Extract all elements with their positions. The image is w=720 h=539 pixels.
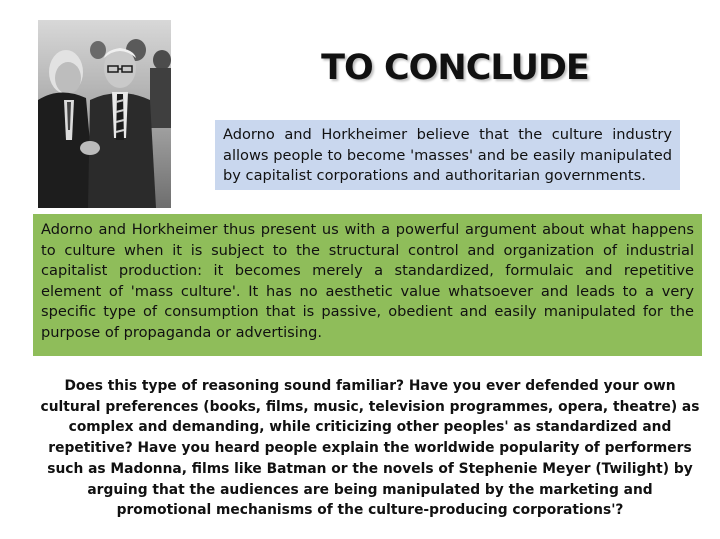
argument-text: Adorno and Horkheimer thus present us with a powerful argument about what happens to culture when it is subject to the structural control and organization of industrial capitalist production: it becomes merely a standardized, formulaic and repetitive element of 'mass culture'. It has no aesthetic value whatsoever and leads to a very specific type of consumption that is passive, obedient and easily manipulated for the purpose of propaganda or advertising.	[41, 221, 694, 341]
photo-illustration-icon	[38, 20, 171, 208]
page-title: TO CONCLUDE	[321, 48, 589, 88]
question-paragraph: Does this type of reasoning sound familiar? Have you ever defended your own cultural preferences (books, films, music, television programmes, opera, theatre) as complex and demanding, while criticizing other peoples' as standardized and repetitive? Have you heard people explain the worldwide popularity of performers such as Madonna, films like Batman or the novels of Stephenie Meyer (Twilight) by arguing that the audiences are being manipulated by the marketing and promotional mechanisms of the culture-producing corporations'?	[40, 378, 700, 519]
summary-text-box	[215, 120, 680, 190]
summary-text: Adorno and Horkheimer believe that the culture industry allows people to become 'masses' and be easily manipulated by capitalist corporations and authoritarian governments.	[223, 126, 672, 184]
photo-adorno-horkheimer	[38, 20, 171, 208]
argument-text-box	[33, 214, 702, 356]
